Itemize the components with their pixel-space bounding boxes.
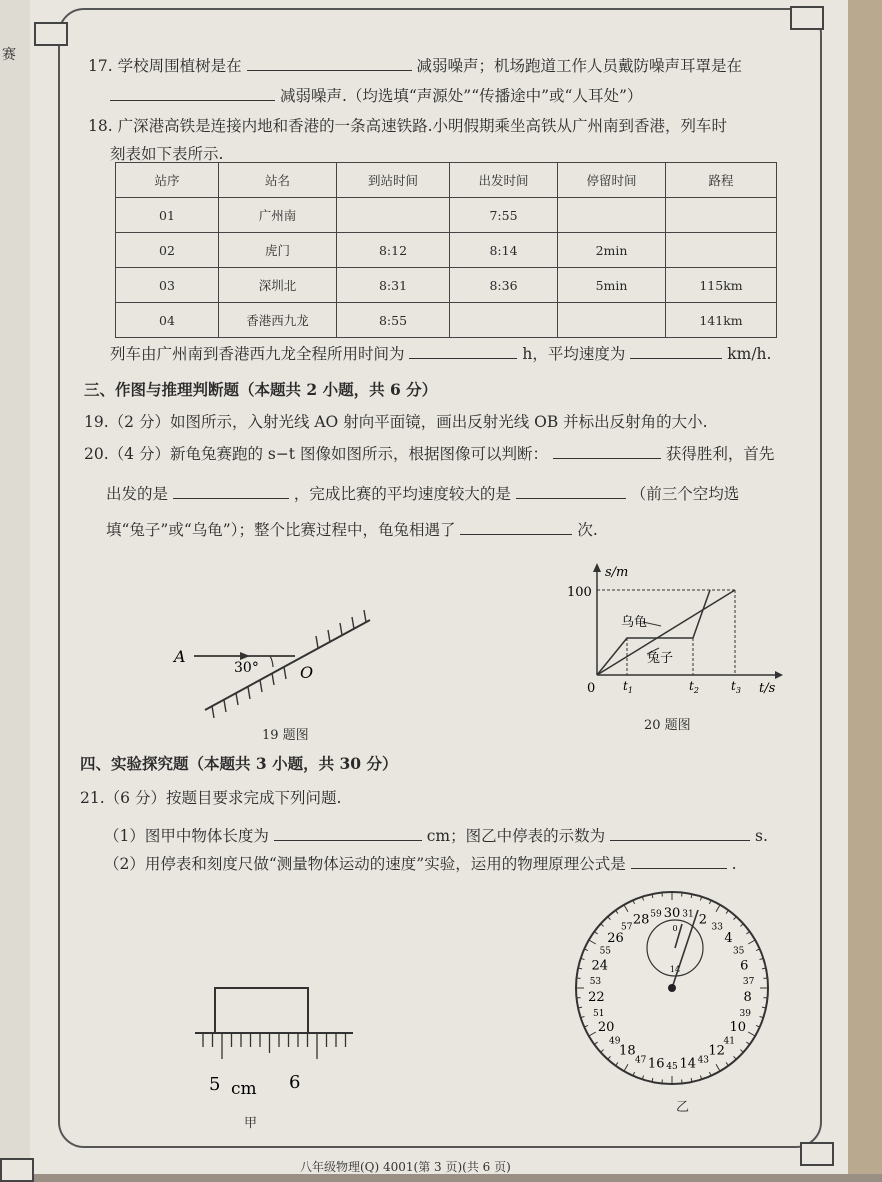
stopwatch-number: 6: [740, 959, 748, 974]
corner-box-top-left: [34, 22, 68, 46]
stopwatch-number: 26: [607, 931, 624, 946]
table-cell: 5min: [558, 268, 666, 303]
header-cell: 路程: [666, 163, 777, 198]
stopwatch-number: 20: [598, 1020, 615, 1035]
y-axis-label: s/m: [605, 565, 628, 580]
section-4-heading: 四、实验探究题（本题共 3 小题，共 30 分）: [80, 752, 397, 774]
table-cell: 2min: [558, 233, 666, 268]
stopwatch-number-small: 47: [635, 1055, 647, 1065]
table-row: [116, 198, 777, 233]
q20-text-d: ，完成比赛的平均速度较大的是: [294, 485, 511, 503]
rabbit-label: 兔子: [647, 651, 673, 666]
table-cell: 02: [116, 233, 219, 268]
stopwatch-number-small: 43: [698, 1055, 710, 1065]
q21-p2-end: .: [732, 855, 737, 873]
table-cell: 7:55: [450, 198, 558, 233]
x-tick-t1: $t_1$: [623, 679, 633, 695]
header-cell: 停留时间: [558, 163, 666, 198]
table-cell: 141km: [666, 303, 777, 338]
table-cell: 115km: [666, 268, 777, 303]
measured-block: [215, 988, 308, 1033]
fig19-caption: 19 题图: [262, 724, 309, 743]
table-cell: 04: [116, 303, 219, 338]
minute-dial-label-14: 14: [670, 965, 680, 974]
label-angle: 30°: [234, 660, 259, 676]
q21-blank-length[interactable]: [274, 826, 422, 841]
q20-text-g: 次.: [577, 521, 597, 539]
table-header-row: [116, 163, 777, 198]
fig20-st-graph: [585, 560, 795, 695]
x-axis-label: t/s: [759, 681, 776, 696]
q17-blank-1[interactable]: [247, 56, 412, 71]
fig20-caption: 20 题图: [644, 714, 691, 733]
q17-text-c: 减弱噪声.（均选填“声源处”“传播途中”或“人耳处”）: [280, 87, 642, 105]
header-cell: 到站时间: [337, 163, 450, 198]
table-cell: 03: [116, 268, 219, 303]
ruler-unit: cm: [231, 1079, 257, 1099]
stopwatch-number-small: 53: [590, 977, 602, 987]
q21-title: 21.（6 分）按题目要求完成下列问题.: [80, 786, 341, 808]
q21-blank-formula[interactable]: [631, 854, 727, 869]
header-cell: 出发时间: [450, 163, 558, 198]
stopwatch-number-small: 45: [666, 1062, 678, 1072]
tortoise-label: 乌龟: [621, 615, 647, 630]
q18-text-c: km/h.: [727, 345, 771, 363]
stopwatch-number-small: 41: [723, 1037, 734, 1047]
q20-blank-winner[interactable]: [553, 444, 661, 459]
corner-box-bottom-left: [0, 1158, 34, 1182]
corner-box-bottom-right: [800, 1142, 834, 1166]
label-o: O: [300, 663, 313, 682]
previous-page-char: 赛: [2, 44, 16, 64]
q17-line2: [110, 84, 642, 106]
ruler-label-5: 5: [209, 1074, 220, 1095]
minute-dial-label-0: 0: [672, 924, 677, 933]
stopwatch-number: 4: [724, 931, 732, 946]
q18-text-b: h，平均速度为: [522, 345, 625, 363]
stopwatch-number: 22: [588, 990, 605, 1005]
stopwatch-number-small: 49: [609, 1037, 621, 1047]
table-cell: [666, 198, 777, 233]
q20-text-f: 填“兔子”或“乌龟”）；整个比赛过程中，龟兔相遇了: [106, 521, 455, 539]
table-cell: 8:36: [450, 268, 558, 303]
table-cell: 虎门: [219, 233, 337, 268]
stopwatch-number: 2: [699, 913, 707, 928]
table-row: [116, 268, 777, 303]
fig-a-caption: 甲: [244, 1112, 257, 1131]
table-row: [116, 233, 777, 268]
stopwatch-number-small: 37: [743, 977, 755, 987]
fig-b-stopwatch: [572, 888, 772, 1088]
q21-part1: [104, 824, 768, 846]
stopwatch-number: 16: [648, 1056, 665, 1071]
table-cell: [558, 303, 666, 338]
stopwatch-number: 10: [730, 1020, 747, 1035]
stopwatch-number-small: 33: [712, 923, 724, 933]
stopwatch-number-small: 35: [733, 947, 745, 957]
header-cell: 站序: [116, 163, 219, 198]
stopwatch-number: 24: [591, 959, 608, 974]
x-tick-t3: $t_3$: [731, 679, 741, 695]
table-cell: 8:14: [450, 233, 558, 268]
stopwatch-number: 12: [708, 1043, 725, 1058]
q21-p1-text-a: （1）图甲中物体长度为: [104, 827, 269, 845]
stopwatch-number-small: 51: [593, 1009, 604, 1019]
q17-blank-2[interactable]: [110, 86, 275, 101]
timetable: [115, 162, 777, 338]
stopwatch-number-small: 31: [682, 910, 693, 920]
q18-line1: 18. 广深港高铁是连接内地和香港的一条高速铁路.小明假期乘坐高铁从广州南到香港，列车时: [88, 114, 727, 136]
q20-line1: [84, 442, 774, 464]
q20-line2: [106, 482, 739, 504]
q17-text-a: 17. 学校周围植树是在: [88, 57, 242, 75]
stopwatch-number-small: 57: [621, 923, 633, 933]
q18-line2: 刻表如下表所示.: [110, 142, 223, 164]
table-cell: [666, 233, 777, 268]
q20-blank-meet[interactable]: [460, 520, 572, 535]
q18-blank-speed[interactable]: [630, 344, 722, 359]
stopwatch-number: 30: [664, 906, 681, 921]
table-cell: 8:55: [337, 303, 450, 338]
q20-line3: [106, 518, 598, 540]
q20-text-b: 获得胜利，首先: [666, 445, 775, 463]
table-cell: [558, 198, 666, 233]
q18-blank-time[interactable]: [409, 344, 517, 359]
table-cell: 广州南: [219, 198, 337, 233]
stopwatch-number: 14: [680, 1056, 697, 1071]
table-cell: [337, 198, 450, 233]
stopwatch-number: 18: [619, 1043, 636, 1058]
fig-b-caption: 乙: [676, 1096, 689, 1115]
q21-part2: [104, 852, 737, 874]
section-3-heading: 三、作图与推理判断题（本题共 2 小题，共 6 分）: [84, 378, 437, 400]
header-cell: 站名: [219, 163, 337, 198]
ray-arrow-icon: [240, 652, 250, 660]
stopwatch-number-small: 39: [740, 1009, 752, 1019]
y-axis-arrow-icon: [593, 563, 601, 572]
stopwatch-number-small: 55: [600, 947, 612, 957]
table-cell: 01: [116, 198, 219, 233]
stopwatch-number-small: 59: [650, 910, 662, 920]
table-cell: 香港西九龙: [219, 303, 337, 338]
q20-text-e: （前三个空均选: [631, 485, 740, 503]
table-cell: [450, 303, 558, 338]
q20-text-c: 出发的是: [106, 485, 168, 503]
mirror-line: [205, 620, 370, 710]
label-a: A: [172, 647, 186, 666]
q19-text: 19.（2 分）如图所示，入射光线 AO 射向平面镜，画出反射光线 OB 并标出反射角的大小.: [84, 410, 708, 432]
x-tick-t2: $t_2$: [689, 679, 699, 695]
corner-box-top-right: [790, 6, 824, 30]
page-footer: 八年级物理(Q) 4001(第 3 页)(共 6 页): [300, 1158, 511, 1175]
fig-a-ruler: [185, 980, 365, 1120]
table-cell: 8:31: [337, 268, 450, 303]
q20-blank-first[interactable]: [173, 484, 289, 499]
q17-text-b: 减弱噪声；机场跑道工作人员戴防噪声耳罩是在: [416, 57, 742, 75]
q18-text-a: 列车由广州南到香港西九龙全程所用时间为: [110, 345, 405, 363]
q20-text-a: 20.（4 分）新龟兔赛跑的 s−t 图像如图所示，根据图像可以判断：: [84, 445, 548, 463]
q21-blank-stopwatch[interactable]: [610, 826, 750, 841]
table-cell: 8:12: [337, 233, 450, 268]
q20-blank-faster[interactable]: [516, 484, 626, 499]
ruler-label-6: 6: [289, 1072, 300, 1093]
origin-label: 0: [587, 681, 595, 696]
angle-arc: [270, 656, 273, 667]
q21-p1-text-b: cm；图乙中停表的示数为: [427, 827, 605, 845]
stopwatch-number: 28: [633, 913, 650, 928]
stopwatch-center: [668, 984, 676, 992]
table-cell: 深圳北: [219, 268, 337, 303]
q21-p2-text: （2）用停表和刻度尺做“测量物体运动的速度”实验，运用的物理原理公式是: [104, 855, 626, 873]
stopwatch-number: 8: [743, 990, 751, 1005]
x-axis-arrow-icon: [775, 671, 783, 679]
ruler-ticks: [203, 1033, 346, 1059]
q17-line1: [88, 54, 742, 76]
table-row: [116, 303, 777, 338]
y-tick-100: 100: [567, 585, 592, 600]
q21-p1-text-c: s.: [755, 827, 768, 845]
q18-answer-line: [110, 342, 771, 364]
